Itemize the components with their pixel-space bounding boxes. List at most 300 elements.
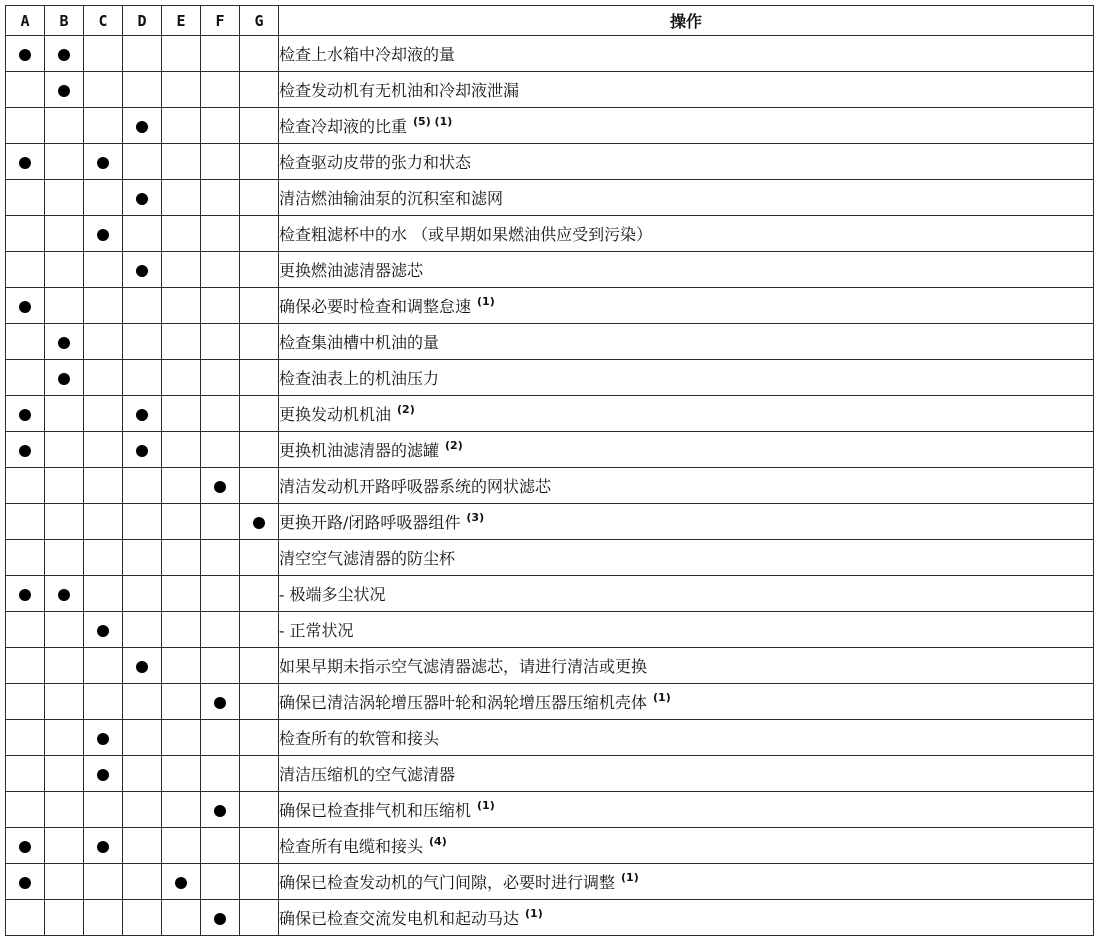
mark-cell-d bbox=[123, 648, 162, 684]
column-header-a: A bbox=[6, 6, 45, 36]
table-row bbox=[6, 36, 1094, 72]
mark-cell-a bbox=[6, 612, 45, 648]
mark-cell-b bbox=[45, 828, 84, 864]
operation-footnote: (1) bbox=[621, 871, 639, 884]
mark-cell-e bbox=[162, 648, 201, 684]
operation-cell bbox=[279, 396, 1094, 432]
bullet-mark-icon bbox=[19, 841, 31, 853]
bullet-mark-icon bbox=[97, 769, 109, 781]
mark-cell-d bbox=[123, 576, 162, 612]
mark-cell-d bbox=[123, 720, 162, 756]
mark-cell-a bbox=[6, 144, 45, 180]
mark-cell-d bbox=[123, 684, 162, 720]
mark-cell-f bbox=[201, 216, 240, 252]
mark-cell-e bbox=[162, 828, 201, 864]
mark-cell-g bbox=[240, 540, 279, 576]
mark-cell-g bbox=[240, 756, 279, 792]
operation-footnote: (3) bbox=[466, 511, 485, 524]
bullet-mark-icon bbox=[214, 913, 226, 925]
mark-cell-e bbox=[162, 756, 201, 792]
operation-text: - 极端多尘状况 bbox=[279, 585, 386, 604]
mark-cell-d bbox=[123, 756, 162, 792]
column-header-f: F bbox=[201, 6, 240, 36]
operation-text: 更换机油滤清器的滤罐 bbox=[279, 441, 440, 460]
mark-cell-d bbox=[123, 864, 162, 900]
mark-cell-b bbox=[45, 72, 84, 108]
mark-cell-a bbox=[6, 396, 45, 432]
operation-text: 检查所有的软管和接头 bbox=[279, 729, 440, 748]
mark-cell-f bbox=[201, 324, 240, 360]
table-row bbox=[6, 684, 1094, 720]
column-header-d: D bbox=[123, 6, 162, 36]
mark-cell-c bbox=[84, 144, 123, 180]
mark-cell-g bbox=[240, 432, 279, 468]
mark-cell-d bbox=[123, 252, 162, 288]
mark-cell-e bbox=[162, 792, 201, 828]
mark-cell-b bbox=[45, 468, 84, 504]
operation-cell bbox=[279, 468, 1094, 504]
column-header-operation: 操作 bbox=[279, 6, 1094, 36]
mark-cell-g bbox=[240, 648, 279, 684]
mark-cell-c bbox=[84, 36, 123, 72]
mark-cell-f bbox=[201, 468, 240, 504]
operation-text: 确保已检查交流发电机和起动马达 bbox=[279, 909, 520, 928]
mark-cell-f bbox=[201, 288, 240, 324]
mark-cell-a bbox=[6, 504, 45, 540]
mark-cell-g bbox=[240, 576, 279, 612]
mark-cell-c bbox=[84, 864, 123, 900]
bullet-mark-icon bbox=[214, 481, 226, 493]
operation-cell bbox=[279, 828, 1094, 864]
mark-cell-e bbox=[162, 684, 201, 720]
mark-cell-a bbox=[6, 540, 45, 576]
mark-cell-g bbox=[240, 108, 279, 144]
mark-cell-d bbox=[123, 108, 162, 144]
mark-cell-e bbox=[162, 900, 201, 936]
operation-footnote: (1) bbox=[477, 799, 495, 812]
bullet-mark-icon bbox=[136, 121, 148, 133]
mark-cell-e bbox=[162, 324, 201, 360]
operation-footnote: (4) bbox=[429, 835, 447, 848]
mark-cell-e bbox=[162, 216, 201, 252]
mark-cell-a bbox=[6, 648, 45, 684]
mark-cell-f bbox=[201, 180, 240, 216]
operation-text: 确保必要时检查和调整怠速 bbox=[279, 297, 472, 316]
mark-cell-a bbox=[6, 900, 45, 936]
mark-cell-e bbox=[162, 612, 201, 648]
mark-cell-f bbox=[201, 252, 240, 288]
mark-cell-c bbox=[84, 612, 123, 648]
bullet-mark-icon bbox=[214, 805, 226, 817]
mark-cell-c bbox=[84, 792, 123, 828]
operation-cell bbox=[279, 432, 1094, 468]
mark-cell-b bbox=[45, 648, 84, 684]
mark-cell-b bbox=[45, 216, 84, 252]
mark-cell-g bbox=[240, 720, 279, 756]
operation-cell bbox=[279, 216, 1094, 252]
operation-text: 检查粗滤杯中的水 （或早期如果燃油供应受到污染） bbox=[279, 225, 653, 244]
mark-cell-b bbox=[45, 108, 84, 144]
operation-cell bbox=[279, 900, 1094, 936]
mark-cell-d bbox=[123, 216, 162, 252]
operation-text: 清洁燃油输油泵的沉积室和滤网 bbox=[279, 189, 504, 208]
operation-text: 检查驱动皮带的张力和状态 bbox=[279, 153, 472, 172]
mark-cell-f bbox=[201, 36, 240, 72]
bullet-mark-icon bbox=[58, 49, 70, 61]
table-row bbox=[6, 432, 1094, 468]
mark-cell-d bbox=[123, 612, 162, 648]
mark-cell-d bbox=[123, 288, 162, 324]
mark-cell-f bbox=[201, 504, 240, 540]
mark-cell-g bbox=[240, 396, 279, 432]
bullet-mark-icon bbox=[19, 445, 31, 457]
mark-cell-d bbox=[123, 432, 162, 468]
mark-cell-f bbox=[201, 828, 240, 864]
mark-cell-c bbox=[84, 828, 123, 864]
operation-cell bbox=[279, 144, 1094, 180]
operation-text: 检查集油槽中机油的量 bbox=[279, 333, 440, 352]
bullet-mark-icon bbox=[19, 49, 31, 61]
bullet-mark-icon bbox=[58, 373, 70, 385]
mark-cell-d bbox=[123, 36, 162, 72]
operation-footnote: (5) (1) bbox=[413, 115, 453, 128]
operation-cell bbox=[279, 792, 1094, 828]
mark-cell-a bbox=[6, 864, 45, 900]
operation-footnote: (2) bbox=[445, 439, 463, 452]
table-row bbox=[6, 252, 1094, 288]
mark-cell-f bbox=[201, 108, 240, 144]
bullet-mark-icon bbox=[136, 193, 148, 205]
mark-cell-a bbox=[6, 216, 45, 252]
table-row bbox=[6, 792, 1094, 828]
mark-cell-e bbox=[162, 360, 201, 396]
mark-cell-g bbox=[240, 504, 279, 540]
operation-text: 检查所有电缆和接头 bbox=[279, 837, 424, 856]
mark-cell-c bbox=[84, 504, 123, 540]
bullet-mark-icon bbox=[97, 157, 109, 169]
mark-cell-g bbox=[240, 864, 279, 900]
bullet-mark-icon bbox=[19, 409, 31, 421]
mark-cell-e bbox=[162, 288, 201, 324]
table-row bbox=[6, 216, 1094, 252]
operation-cell bbox=[279, 324, 1094, 360]
mark-cell-g bbox=[240, 684, 279, 720]
mark-cell-c bbox=[84, 360, 123, 396]
mark-cell-d bbox=[123, 540, 162, 576]
bullet-mark-icon bbox=[19, 157, 31, 169]
mark-cell-c bbox=[84, 324, 123, 360]
table-row bbox=[6, 72, 1094, 108]
mark-cell-f bbox=[201, 792, 240, 828]
mark-cell-b bbox=[45, 252, 84, 288]
bullet-mark-icon bbox=[97, 625, 109, 637]
operation-text: 更换燃油滤清器滤芯 bbox=[279, 261, 424, 280]
mark-cell-f bbox=[201, 648, 240, 684]
bullet-mark-icon bbox=[19, 301, 31, 313]
operation-cell bbox=[279, 180, 1094, 216]
operation-text: 确保已清洁涡轮增压器叶轮和涡轮增压器压缩机壳体 bbox=[279, 693, 648, 712]
mark-cell-d bbox=[123, 468, 162, 504]
bullet-mark-icon bbox=[58, 589, 70, 601]
table-row bbox=[6, 828, 1094, 864]
bullet-mark-icon bbox=[58, 337, 70, 349]
mark-cell-a bbox=[6, 684, 45, 720]
mark-cell-a bbox=[6, 108, 45, 144]
mark-cell-e bbox=[162, 36, 201, 72]
mark-cell-c bbox=[84, 756, 123, 792]
mark-cell-g bbox=[240, 612, 279, 648]
bullet-mark-icon bbox=[19, 589, 31, 601]
mark-cell-c bbox=[84, 648, 123, 684]
mark-cell-b bbox=[45, 180, 84, 216]
mark-cell-g bbox=[240, 288, 279, 324]
table-row bbox=[6, 900, 1094, 936]
mark-cell-f bbox=[201, 720, 240, 756]
mark-cell-e bbox=[162, 540, 201, 576]
mark-cell-d bbox=[123, 900, 162, 936]
mark-cell-e bbox=[162, 252, 201, 288]
operation-text: - 正常状况 bbox=[279, 621, 354, 640]
mark-cell-b bbox=[45, 684, 84, 720]
mark-cell-c bbox=[84, 108, 123, 144]
mark-cell-b bbox=[45, 576, 84, 612]
table-row bbox=[6, 864, 1094, 900]
operation-footnote: (2) bbox=[397, 403, 415, 416]
mark-cell-e bbox=[162, 108, 201, 144]
table-row bbox=[6, 324, 1094, 360]
operation-text: 清洁压缩机的空气滤清器 bbox=[279, 765, 456, 784]
bullet-mark-icon bbox=[58, 85, 70, 97]
bullet-mark-icon bbox=[136, 661, 148, 673]
mark-cell-e bbox=[162, 576, 201, 612]
operation-cell bbox=[279, 720, 1094, 756]
mark-cell-g bbox=[240, 900, 279, 936]
mark-cell-f bbox=[201, 540, 240, 576]
mark-cell-c bbox=[84, 684, 123, 720]
column-header-c: C bbox=[84, 6, 123, 36]
mark-cell-a bbox=[6, 828, 45, 864]
mark-cell-e bbox=[162, 396, 201, 432]
mark-cell-a bbox=[6, 324, 45, 360]
mark-cell-g bbox=[240, 216, 279, 252]
mark-cell-c bbox=[84, 576, 123, 612]
table-row bbox=[6, 576, 1094, 612]
mark-cell-a bbox=[6, 180, 45, 216]
operation-footnote: (1) bbox=[477, 295, 495, 308]
mark-cell-e bbox=[162, 72, 201, 108]
operation-cell bbox=[279, 540, 1094, 576]
mark-cell-g bbox=[240, 324, 279, 360]
mark-cell-e bbox=[162, 864, 201, 900]
mark-cell-g bbox=[240, 36, 279, 72]
mark-cell-d bbox=[123, 144, 162, 180]
bullet-mark-icon bbox=[214, 697, 226, 709]
mark-cell-b bbox=[45, 864, 84, 900]
mark-cell-e bbox=[162, 504, 201, 540]
mark-cell-e bbox=[162, 144, 201, 180]
mark-cell-b bbox=[45, 144, 84, 180]
mark-cell-d bbox=[123, 72, 162, 108]
mark-cell-d bbox=[123, 360, 162, 396]
operation-cell bbox=[279, 648, 1094, 684]
table-row bbox=[6, 108, 1094, 144]
mark-cell-g bbox=[240, 468, 279, 504]
mark-cell-e bbox=[162, 468, 201, 504]
operation-cell bbox=[279, 72, 1094, 108]
maintenance-schedule-table bbox=[5, 5, 1094, 936]
operation-cell bbox=[279, 576, 1094, 612]
bullet-mark-icon bbox=[253, 517, 265, 529]
mark-cell-c bbox=[84, 468, 123, 504]
mark-cell-e bbox=[162, 180, 201, 216]
table-row bbox=[6, 144, 1094, 180]
table-body bbox=[6, 36, 1094, 936]
mark-cell-f bbox=[201, 432, 240, 468]
operation-footnote: (1) bbox=[653, 691, 671, 704]
header-row bbox=[6, 6, 1094, 36]
table-row bbox=[6, 540, 1094, 576]
mark-cell-f bbox=[201, 900, 240, 936]
operation-cell bbox=[279, 756, 1094, 792]
bullet-mark-icon bbox=[136, 265, 148, 277]
mark-cell-b bbox=[45, 432, 84, 468]
operation-text: 检查上水箱中冷却液的量 bbox=[279, 45, 456, 64]
operation-text: 更换发动机机油 bbox=[279, 405, 392, 424]
mark-cell-a bbox=[6, 36, 45, 72]
mark-cell-d bbox=[123, 324, 162, 360]
mark-cell-b bbox=[45, 360, 84, 396]
operation-text: 检查冷却液的比重 bbox=[279, 117, 408, 136]
bullet-mark-icon bbox=[175, 877, 187, 889]
mark-cell-b bbox=[45, 900, 84, 936]
mark-cell-a bbox=[6, 576, 45, 612]
table-row bbox=[6, 180, 1094, 216]
mark-cell-b bbox=[45, 36, 84, 72]
operation-text: 如果早期未指示空气滤清器滤芯，请进行清洁或更换 bbox=[279, 657, 648, 676]
mark-cell-f bbox=[201, 576, 240, 612]
mark-cell-d bbox=[123, 504, 162, 540]
mark-cell-f bbox=[201, 360, 240, 396]
table-row bbox=[6, 468, 1094, 504]
mark-cell-a bbox=[6, 432, 45, 468]
table-row bbox=[6, 756, 1094, 792]
operation-text: 更换开路/闭路呼吸器组件 bbox=[279, 513, 461, 532]
mark-cell-g bbox=[240, 828, 279, 864]
mark-cell-e bbox=[162, 432, 201, 468]
mark-cell-b bbox=[45, 756, 84, 792]
operation-text: 确保已检查排气机和压缩机 bbox=[279, 801, 472, 820]
operation-text: 检查发动机有无机油和冷却液泄漏 bbox=[279, 81, 520, 100]
operation-cell bbox=[279, 864, 1094, 900]
operation-text: 确保已检查发动机的气门间隙，必要时进行调整 bbox=[279, 873, 616, 892]
bullet-mark-icon bbox=[136, 445, 148, 457]
operation-cell bbox=[279, 36, 1094, 72]
column-header-e: E bbox=[162, 6, 201, 36]
mark-cell-b bbox=[45, 720, 84, 756]
operation-text: 清洁发动机开路呼吸器系统的网状滤芯 bbox=[279, 477, 552, 496]
mark-cell-a bbox=[6, 792, 45, 828]
operation-cell bbox=[279, 684, 1094, 720]
mark-cell-c bbox=[84, 900, 123, 936]
mark-cell-c bbox=[84, 396, 123, 432]
operation-cell bbox=[279, 108, 1094, 144]
table-row bbox=[6, 648, 1094, 684]
operation-cell bbox=[279, 360, 1094, 396]
table-row bbox=[6, 288, 1094, 324]
operation-cell bbox=[279, 252, 1094, 288]
operation-cell bbox=[279, 504, 1094, 540]
mark-cell-a bbox=[6, 72, 45, 108]
mark-cell-a bbox=[6, 288, 45, 324]
column-header-b: B bbox=[45, 6, 84, 36]
operation-cell bbox=[279, 288, 1094, 324]
bullet-mark-icon bbox=[97, 733, 109, 745]
mark-cell-b bbox=[45, 540, 84, 576]
mark-cell-d bbox=[123, 396, 162, 432]
mark-cell-g bbox=[240, 252, 279, 288]
mark-cell-b bbox=[45, 612, 84, 648]
mark-cell-a bbox=[6, 360, 45, 396]
mark-cell-b bbox=[45, 288, 84, 324]
mark-cell-c bbox=[84, 720, 123, 756]
mark-cell-d bbox=[123, 792, 162, 828]
mark-cell-c bbox=[84, 288, 123, 324]
mark-cell-g bbox=[240, 360, 279, 396]
mark-cell-b bbox=[45, 792, 84, 828]
column-header-g: G bbox=[240, 6, 279, 36]
bullet-mark-icon bbox=[97, 229, 109, 241]
mark-cell-d bbox=[123, 180, 162, 216]
table-row bbox=[6, 504, 1094, 540]
mark-cell-c bbox=[84, 72, 123, 108]
mark-cell-c bbox=[84, 432, 123, 468]
table-row bbox=[6, 612, 1094, 648]
operation-cell bbox=[279, 612, 1094, 648]
mark-cell-b bbox=[45, 504, 84, 540]
mark-cell-f bbox=[201, 144, 240, 180]
table-row bbox=[6, 360, 1094, 396]
bullet-mark-icon bbox=[19, 877, 31, 889]
mark-cell-a bbox=[6, 468, 45, 504]
mark-cell-f bbox=[201, 72, 240, 108]
mark-cell-f bbox=[201, 612, 240, 648]
mark-cell-b bbox=[45, 324, 84, 360]
bullet-mark-icon bbox=[97, 841, 109, 853]
mark-cell-a bbox=[6, 720, 45, 756]
mark-cell-a bbox=[6, 252, 45, 288]
mark-cell-c bbox=[84, 252, 123, 288]
table-row bbox=[6, 720, 1094, 756]
mark-cell-b bbox=[45, 396, 84, 432]
operation-text: 检查油表上的机油压力 bbox=[279, 369, 440, 388]
mark-cell-g bbox=[240, 144, 279, 180]
mark-cell-c bbox=[84, 540, 123, 576]
mark-cell-c bbox=[84, 180, 123, 216]
mark-cell-f bbox=[201, 684, 240, 720]
operation-footnote: (1) bbox=[525, 907, 543, 920]
mark-cell-f bbox=[201, 756, 240, 792]
operation-text: 清空空气滤清器的防尘杯 bbox=[279, 549, 456, 568]
mark-cell-a bbox=[6, 756, 45, 792]
bullet-mark-icon bbox=[136, 409, 148, 421]
mark-cell-g bbox=[240, 72, 279, 108]
mark-cell-f bbox=[201, 396, 240, 432]
table-row bbox=[6, 396, 1094, 432]
mark-cell-g bbox=[240, 792, 279, 828]
mark-cell-c bbox=[84, 216, 123, 252]
mark-cell-e bbox=[162, 720, 201, 756]
mark-cell-d bbox=[123, 828, 162, 864]
